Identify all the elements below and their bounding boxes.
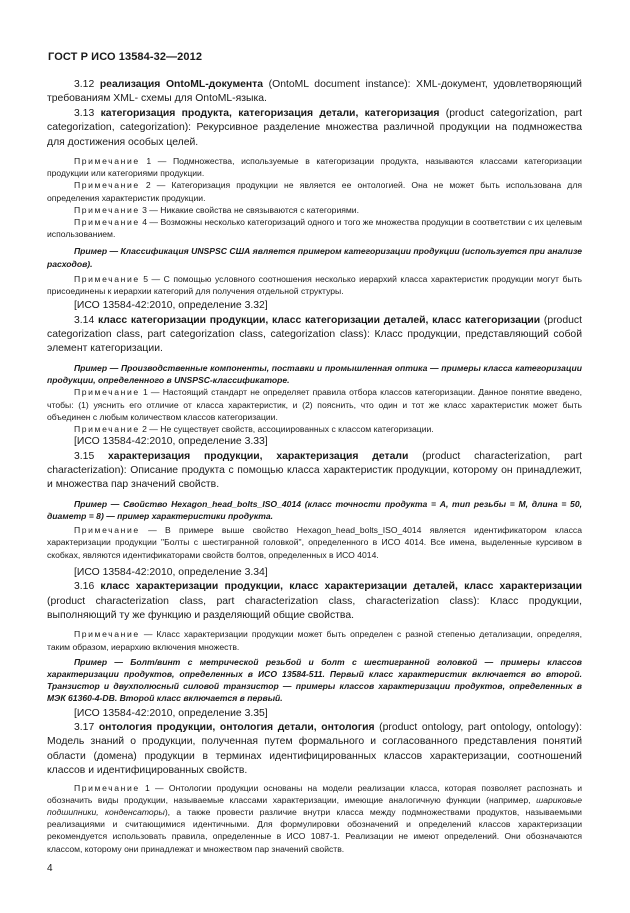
definition-3-13: 3.13 категоризация продукта, категоризация детали, категоризация (product categorization, part categorization, categorization): Рекурсивное разделение множества различной продукции на подмножества для достижения особых целей. [47, 107, 582, 148]
note: Примечание 1 — Онтологии продукции основаны на модели реализации класса, которая позволяет распознать и обозначить виды продукции, называемые классами характеризации, имеющие аналогичную функции (например, шариковые подшипники, конденсаторы), а также провести различие внутри класса между подмножествами продуктов, называемыми реализациями и считающимися идентичными. Для формулировки обозначений и определений классов характеризации рекомендуется использовать правила, определенные в ИСО 1087-1. Реализации не имеют определений. Они обозначаются классом, которому они принадлежат и множеством пар значений свойств. [47, 782, 582, 854]
example: Пример — Классификация UNSPSC США является примером категоризации продукции (используется при анализе расходов). [47, 246, 582, 269]
source-reference: [ИСО 13584-42:2010, определение 3.33] [74, 436, 268, 448]
definition-3-16: 3.16 класс характеризации продукции, класс характеризации деталей, класс характеризации (product characterization class, part characterization class, characterization class): Класс продукции, выполняющий ту же функцию и разделяющий общие свойства. [47, 581, 582, 621]
note: Примечание 3 — Никакие свойства не связываются с категориями. [74, 204, 359, 215]
source-reference: [ИСО 13584-42:2010, определение 3.32] [74, 300, 268, 312]
definition-3-12: 3.12 реализация OntoML-документа (OntoML document instance): XML-документ, удовлетворяющий требованиям XML- схемы для OntoML-языка. [47, 79, 582, 105]
note: Примечание — Класс характеризации продукции может быть определен с разной степенью детализации, определяя, таким образом, иерархию включения множеств. [47, 629, 582, 652]
term: класс категоризации продукции, класс категоризации деталей, класс категоризации [97, 314, 541, 326]
term: категоризация продукта, категоризация детали, категоризация [100, 107, 440, 119]
note: Примечание 1 — Подмножества, используемые в категоризации продукта, называются классами категоризации продукции или категориями продукции. [47, 156, 582, 179]
term: онтология продукции, онтология детали, онтология [98, 722, 375, 733]
note: Примечание 2 — Категоризация продукции не является ее онтологией. Она не может быть использована для определения характеристик продукции. [47, 180, 582, 203]
note: Примечание 2 — Не существует свойств, ассоциированных с классом категоризации. [74, 423, 434, 434]
source-reference: [ИСО 13584-42:2010, определение 3.34] [74, 566, 268, 578]
document-body [47, 78, 582, 855]
term: характеризация продукции, характеризация детали [108, 450, 409, 462]
definition-3-14: 3.14 класс категоризации продукции, класс категоризации деталей, класс категоризации (product categorization class, part categorization class, categorization class): Класс продукции, представляющий собой элемент категоризации. [47, 314, 582, 355]
example: Пример — Производственные компоненты, поставки и промышленная оптика — примеры класса категоризации продукции, определенного в UNSPSC-классификаторе. [47, 362, 582, 386]
note: Примечание 1 — Настоящий стандарт не определяет правила отбора классов категоризации. Данное понятие введено, чтобы: (1) уяснить его отличие от класса характеристик, и (2) пояснить, что один и тот же класс характеристик может быть объединен с любым количеством классов категоризации. [47, 387, 582, 422]
note: Примечание 5 — С помощью условного соотношения несколько иерархий класса характеристик продукции могут быть присоединены к иерархии категорий для получения отдельной структуры. [47, 273, 582, 297]
definition-3-17: 3.17 онтология продукции, онтология детали, онтология (product ontology, part ontology, ontology): Модель знаний о продукции, полученная путем формального и согласованного представления понятий области (домена) продукции в терминах идентифицированных классов характеризации, соотношений классов и идентифицированных свойств. [47, 722, 582, 777]
note: Примечание 4 — Возможны несколько категоризаций одного и того же множества продукции в соответствии с их целевым использованием. [47, 217, 582, 240]
term: класс характеризации продукции, класс характеризации деталей, класс характеризации [100, 581, 582, 593]
page-number: 4 [47, 863, 53, 874]
example: Пример — Свойство Hexagon_head_bolts_ISO_4014 (класс точности продукта = А, тип резьбы = М, длина = 50, диаметр = 8) — пример характеристики продукта. [47, 498, 582, 521]
note: Примечание — В примере выше свойство Hexagon_head_bolts_ISO_4014 является идентификатором класса характеризации продукции "Болты с шестигранной головкой", определенного в ИСО 4014. Все имена, выделенные курсивом в скобках, являются идентификаторами свойств болтов, определенных в ИСО 4014. [47, 525, 582, 560]
example: Пример — Болт/винт с метрической резьбой и болт с шестигранной головкой — примеры классов характеризации продуктов, определенных в ИСО 13584-511. Первый класс характеристик включается во второй. Транзистор и двухполюсный силовой транзистор — примеры классов характеризации продуктов, определенных в МЭК 61360-4-DB. Второй класс включается в первый. [47, 656, 582, 704]
definition-3-15: 3.15 характеризация продукции, характеризация детали (product characterization, part characterization): Описание продукта с помощью класса характеристик продукции, которому он принадлежит, и множества пар значений свойств. [47, 450, 582, 491]
term: реализация OntoML-документа [99, 79, 264, 90]
document-header: ГОСТ Р ИСО 13584-32—2012 [48, 51, 203, 63]
source-reference: [ИСО 13584-42:2010, определение 3.35] [74, 707, 268, 719]
